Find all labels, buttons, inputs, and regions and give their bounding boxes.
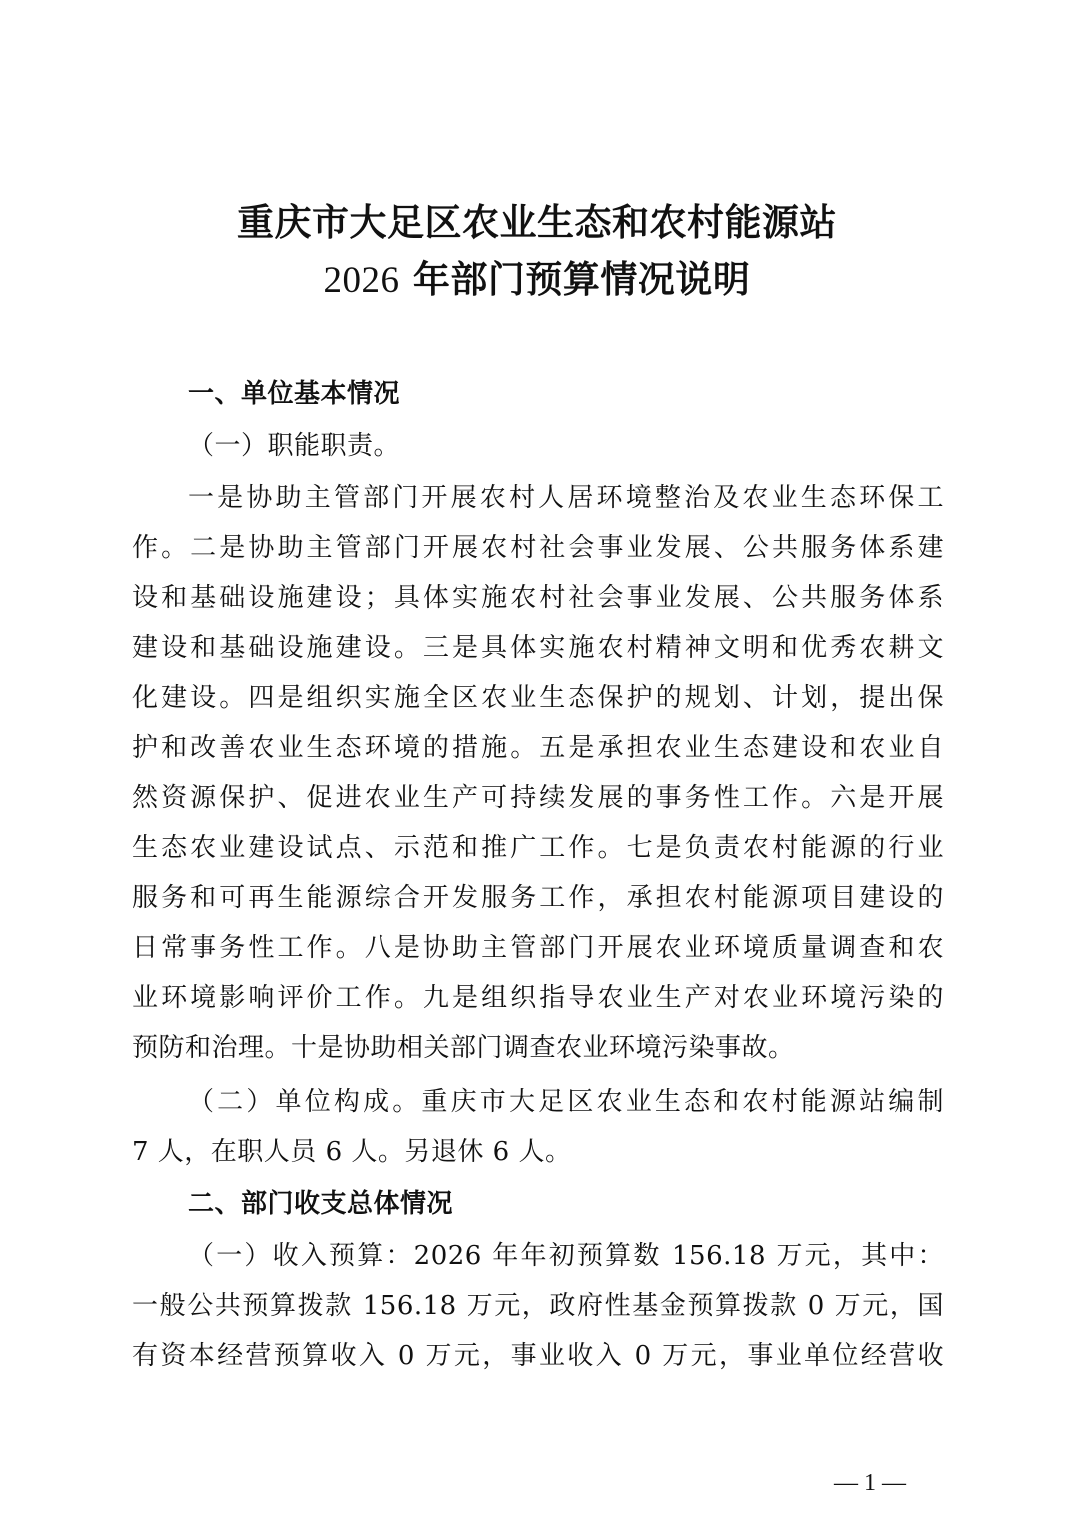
paragraph-line: 然资源保护、促进农业生产可持续发展的事务性工作。六是开展 bbox=[132, 783, 944, 813]
paragraph-line: 日常事务性工作。八是协助主管部门开展农业环境质量调查和农 bbox=[132, 933, 944, 963]
paragraph-line: 一是协助主管部门开展农村人居环境整治及农业生态环保工 bbox=[188, 483, 944, 513]
section-heading-budget-overview: 二、部门收支总体情况 bbox=[188, 1189, 454, 1219]
paragraph-line: 服务和可再生能源综合开发服务工作，承担农村能源项目建设的 bbox=[132, 883, 944, 913]
paragraph-line: 一般公共预算拨款 156.18 万元，政府性基金预算拨款 0 万元，国 bbox=[132, 1291, 944, 1321]
paragraph-line: 有资本经营预算收入 0 万元，事业收入 0 万元，事业单位经营收 bbox=[132, 1341, 944, 1371]
paragraph-line: 护和改善农业生态环境的措施。五是承担农业生态建设和农业自 bbox=[132, 733, 944, 763]
paragraph-line: 化建设。四是组织实施全区农业生态保护的规划、计划，提出保 bbox=[132, 683, 944, 713]
paragraph-line: （二）单位构成。重庆市大足区农业生态和农村能源站编制 bbox=[188, 1087, 944, 1117]
title-year: 2026 bbox=[323, 260, 400, 301]
page-number: — 1 — bbox=[834, 1470, 906, 1496]
paragraph-line: 业环境影响评价工作。九是组织指导农业生产对农业环境污染的 bbox=[132, 983, 944, 1013]
paragraph-line: 预防和治理。十是协助相关部门调查农业环境污染事故。 bbox=[132, 1033, 795, 1063]
paragraph-line: 7 人，在职人员 6 人。另退休 6 人。 bbox=[132, 1137, 572, 1167]
paragraph-line: 作。二是协助主管部门开展农村社会事业发展、公共服务体系建 bbox=[132, 533, 944, 563]
paragraph-line: 生态农业建设试点、示范和推广工作。七是负责农村能源的行业 bbox=[132, 833, 944, 863]
document-title-line2 bbox=[0, 256, 1074, 305]
title-rest: 年部门预算情况说明 bbox=[399, 258, 751, 301]
document-title-line1: 重庆市大足区农业生态和农村能源站 bbox=[237, 201, 837, 244]
paragraph-line: （一）收入预算：2026 年年初预算数 156.18 万元，其中： bbox=[188, 1241, 944, 1271]
subheading-functions: （一）职能职责。 bbox=[188, 431, 401, 461]
paragraph-line: 设和基础设施建设；具体实施农村社会事业发展、公共服务体系 bbox=[132, 583, 944, 613]
paragraph-line: 建设和基础设施建设。三是具体实施农村精神文明和优秀农耕文 bbox=[132, 633, 944, 663]
section-heading-basic-info: 一、单位基本情况 bbox=[188, 379, 401, 409]
